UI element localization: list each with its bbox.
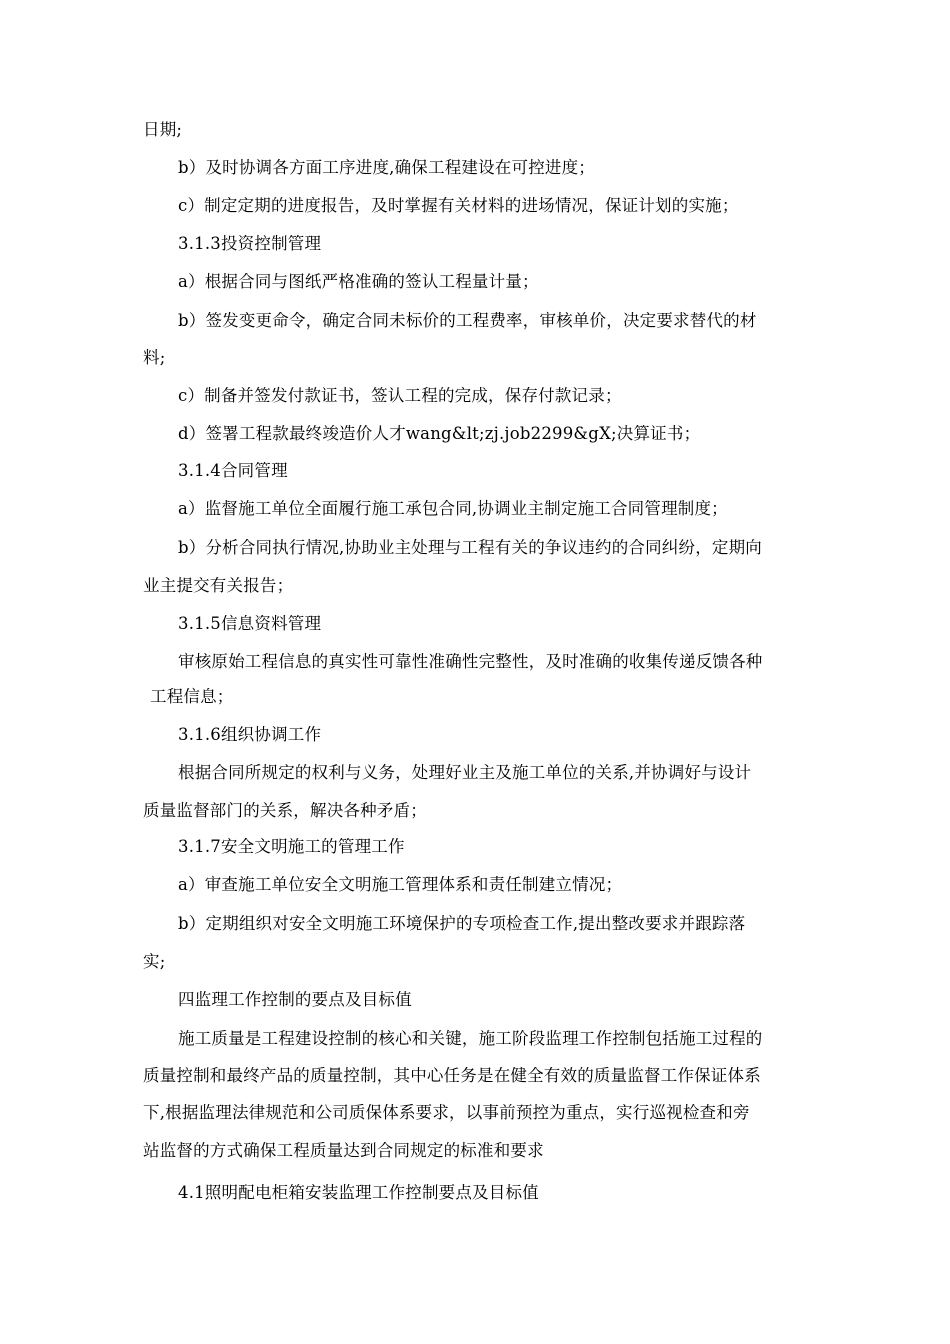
text-line: a）根据合同与图纸严格准确的签认工程量计量； bbox=[178, 272, 539, 291]
text-line: 质量控制和最终产品的质量控制，其中心任务是在健全有效的质量监督工作保证体系 bbox=[143, 1066, 761, 1085]
text-line: a）审查施工单位安全文明施工管理体系和责任制建立情况； bbox=[178, 875, 623, 894]
text-line: 根据合同所规定的权利与义务，处理好业主及施工单位的关系,并协调好与设计 bbox=[178, 763, 752, 782]
text-line: c）制备并签发付款证书，签认工程的完成，保存付款记录； bbox=[178, 386, 622, 405]
text-line: 料; bbox=[143, 348, 166, 367]
text-line: 业主提交有关报告； bbox=[143, 576, 294, 595]
text-line: b）定期组织对安全文明施工环境保护的专项检查工作,提出整改要求并跟踪落 bbox=[178, 914, 746, 933]
text-line: 质量监督部门的关系，解决各种矛盾； bbox=[143, 801, 427, 820]
section-heading: 3.1.5信息资料管理 bbox=[178, 614, 322, 633]
section-heading: 4.1照明配电柜箱安装监理工作控制要点及目标值 bbox=[178, 1183, 539, 1202]
text-line: 工程信息； bbox=[150, 687, 234, 706]
text-line: 下,根据监理法律规范和公司质保体系要求，以事前预控为重点，实行巡视检查和旁 bbox=[143, 1103, 750, 1122]
text-line: a）监督施工单位全面履行施工承包合同,协调业主制定施工合同管理制度； bbox=[178, 499, 728, 518]
section-heading: 3.1.3投资控制管理 bbox=[178, 234, 322, 253]
text-line: b）分析合同执行情况,协助业主处理与工程有关的争议违约的合同纠纷，定期向 bbox=[178, 538, 763, 557]
text-line: d）签署工程款最终竣造价人才wang&lt;zj.job2299&gX;决算证书； bbox=[178, 424, 701, 443]
text-line: 日期; bbox=[143, 120, 183, 139]
section-heading: 3.1.4合同管理 bbox=[178, 461, 288, 480]
text-line: b）签发变更命令，确定合同未标价的工程费率，审核单价，决定要求替代的材 bbox=[178, 311, 757, 330]
section-heading: 3.1.7安全文明施工的管理工作 bbox=[178, 837, 405, 856]
text-line: 审核原始工程信息的真实性可靠性准确性完整性，及时准确的收集传递反馈各种 bbox=[178, 652, 763, 671]
text-line: 施工质量是工程建设控制的核心和关键，施工阶段监理工作控制包括施工过程的 bbox=[178, 1029, 763, 1048]
text-line: 站监督的方式确保工程质量达到合同规定的标准和要求 bbox=[143, 1141, 544, 1160]
chapter-heading: 四监理工作控制的要点及目标值 bbox=[178, 990, 412, 1009]
text-line: c）制定定期的进度报告，及时掌握有关材料的进场情况，保证计划的实施； bbox=[178, 196, 739, 215]
text-line: b）及时协调各方面工序进度,确保工程建设在可控进度； bbox=[178, 158, 596, 177]
section-heading: 3.1.6组织协调工作 bbox=[178, 725, 322, 744]
text-line: 实; bbox=[143, 952, 166, 971]
